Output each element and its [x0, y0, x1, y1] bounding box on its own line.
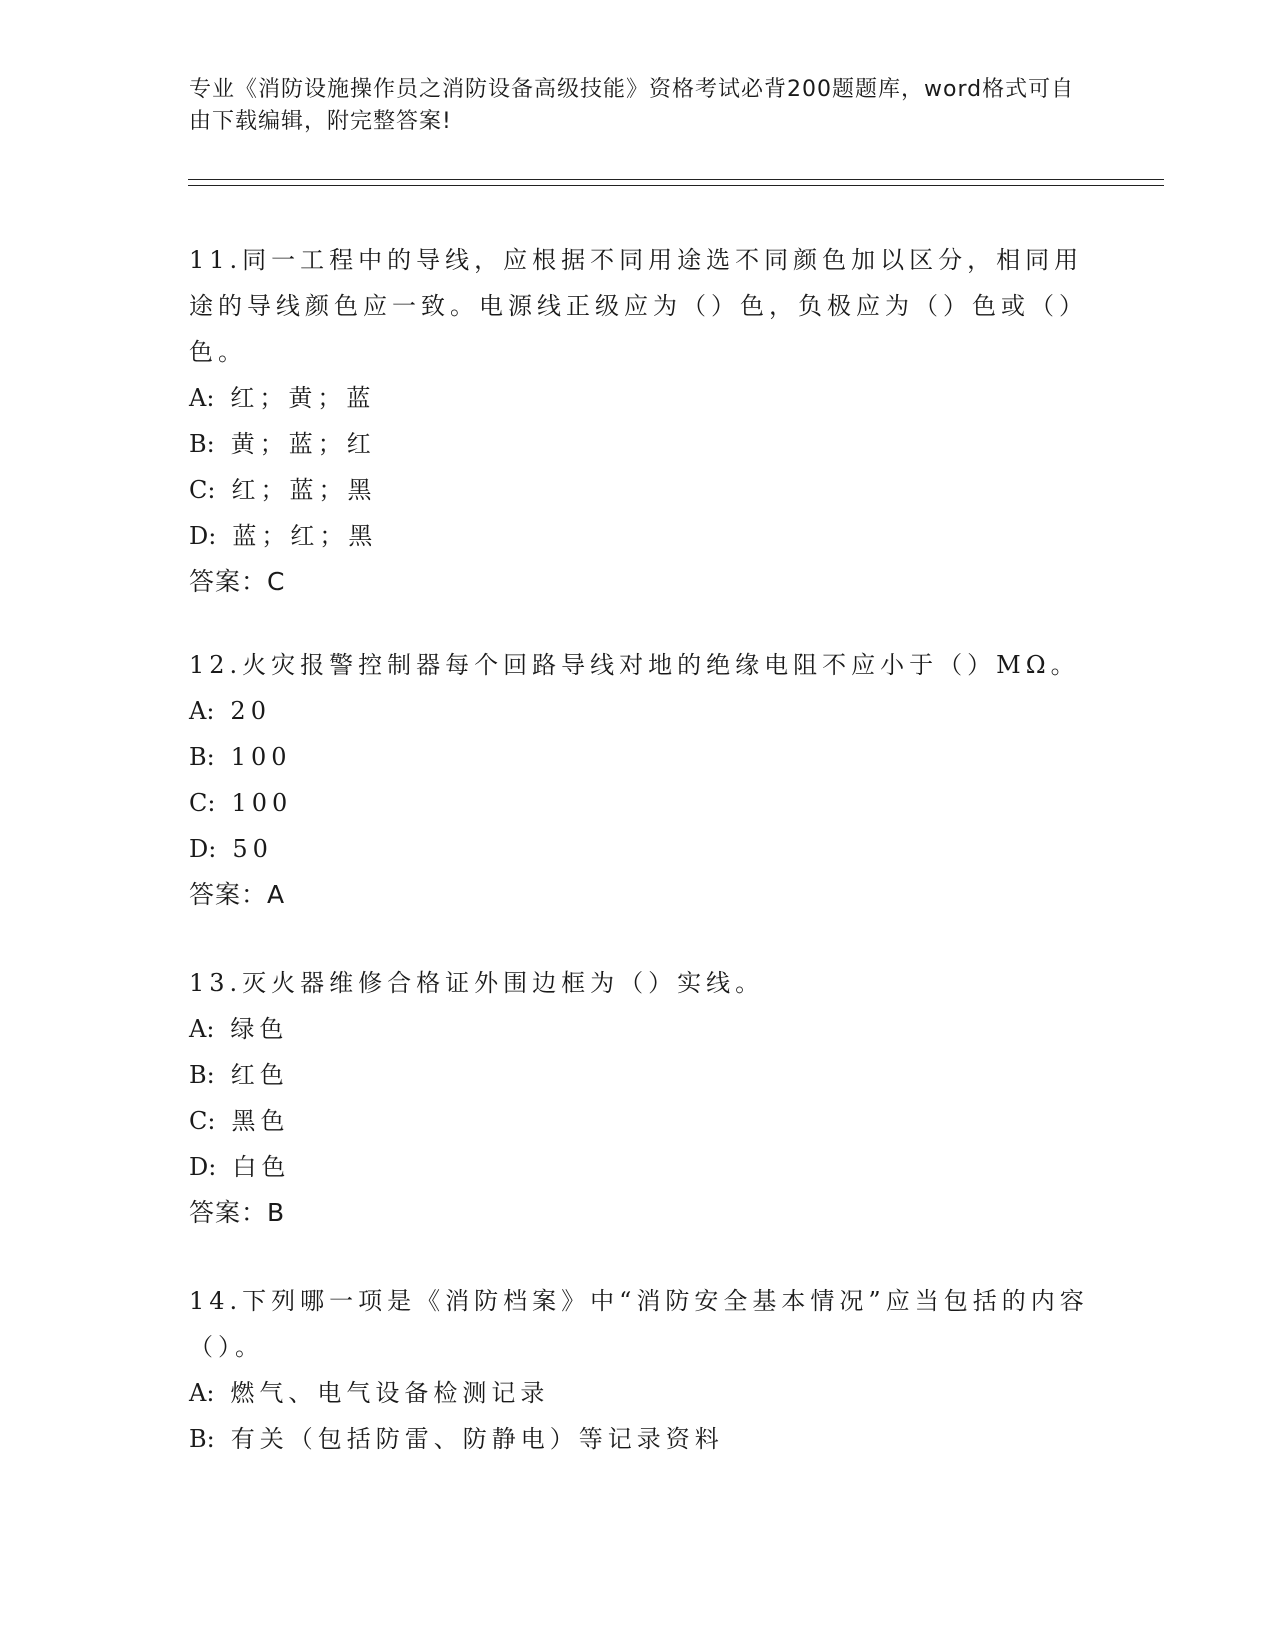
header-divider-top: [188, 179, 1164, 180]
option-text: 有关（包括防雷、防静电）等记录资料: [230, 1425, 724, 1453]
option-text: 50: [232, 835, 273, 863]
question-stem: 11.同一工程中的导线，应根据不同用途选不同颜色加以区分，相同用途的导线颜色应一致。电源线正级应为（）色，负极应为（）色或（）色。: [189, 246, 1088, 366]
question-stem: 14.下列哪一项是《消防档案》中“消防安全基本情况”应当包括的内容（）。: [189, 1287, 1089, 1361]
question-12: [189, 642, 1089, 918]
option-d: [189, 513, 1089, 559]
document-header: [189, 74, 1089, 138]
option-key: A:: [189, 384, 215, 412]
option-key: C:: [189, 476, 216, 504]
option-key: C:: [189, 789, 216, 817]
option-a: [189, 688, 1089, 734]
option-text: 红；黄；蓝: [230, 384, 376, 412]
header-intro-text: 专业《消防设施操作员之消防设备高级技能》资格考试必背200题题库，word格式可自由下载编辑，附完整答案!: [189, 77, 1075, 134]
answer-line: 答案：C: [189, 567, 286, 596]
option-c: [189, 1098, 1089, 1144]
question-11: [189, 237, 1089, 605]
answer-line: 答案：A: [189, 880, 286, 909]
question-stem: 13.灭火器维修合格证外围边框为（）实线。: [189, 969, 765, 997]
option-a: [189, 1370, 1089, 1416]
option-d: [189, 1144, 1089, 1190]
option-b: [189, 1052, 1089, 1098]
option-text: 20: [230, 697, 271, 725]
option-key: B:: [189, 1425, 215, 1453]
option-text: 红色: [230, 1061, 289, 1089]
option-text: 红；蓝；黑: [231, 476, 377, 504]
option-text: 黑色: [231, 1107, 290, 1135]
option-text: 绿色: [230, 1015, 289, 1043]
option-a: [189, 375, 1089, 421]
option-key: A:: [189, 697, 215, 725]
option-key: D:: [189, 522, 217, 550]
answer-line: 答案：B: [189, 1198, 286, 1227]
option-text: 黄；蓝；红: [230, 430, 376, 458]
option-b: [189, 421, 1089, 467]
option-c: [189, 780, 1089, 826]
option-key: D:: [189, 1153, 217, 1181]
option-d: [189, 826, 1089, 872]
option-text: 白色: [232, 1153, 291, 1181]
option-key: B:: [189, 430, 215, 458]
option-c: [189, 467, 1089, 513]
option-key: D:: [189, 835, 217, 863]
question-stem: 12.火灾报警控制器每个回路导线对地的绝缘电阻不应小于（）MΩ。: [189, 651, 1080, 679]
option-key: A:: [189, 1015, 215, 1043]
option-text: 燃气、电气设备检测记录: [230, 1379, 550, 1407]
option-key: A:: [189, 1379, 215, 1407]
option-b: [189, 1416, 1089, 1462]
option-key: B:: [189, 743, 215, 771]
option-text: 100: [230, 743, 292, 771]
question-14: [189, 1278, 1089, 1462]
option-text: 蓝；红；黑: [232, 522, 378, 550]
option-a: [189, 1006, 1089, 1052]
question-13: [189, 960, 1089, 1236]
option-key: B:: [189, 1061, 215, 1089]
option-b: [189, 734, 1089, 780]
option-text: 100: [231, 789, 293, 817]
option-key: C:: [189, 1107, 216, 1135]
header-divider-bottom: [188, 185, 1164, 186]
